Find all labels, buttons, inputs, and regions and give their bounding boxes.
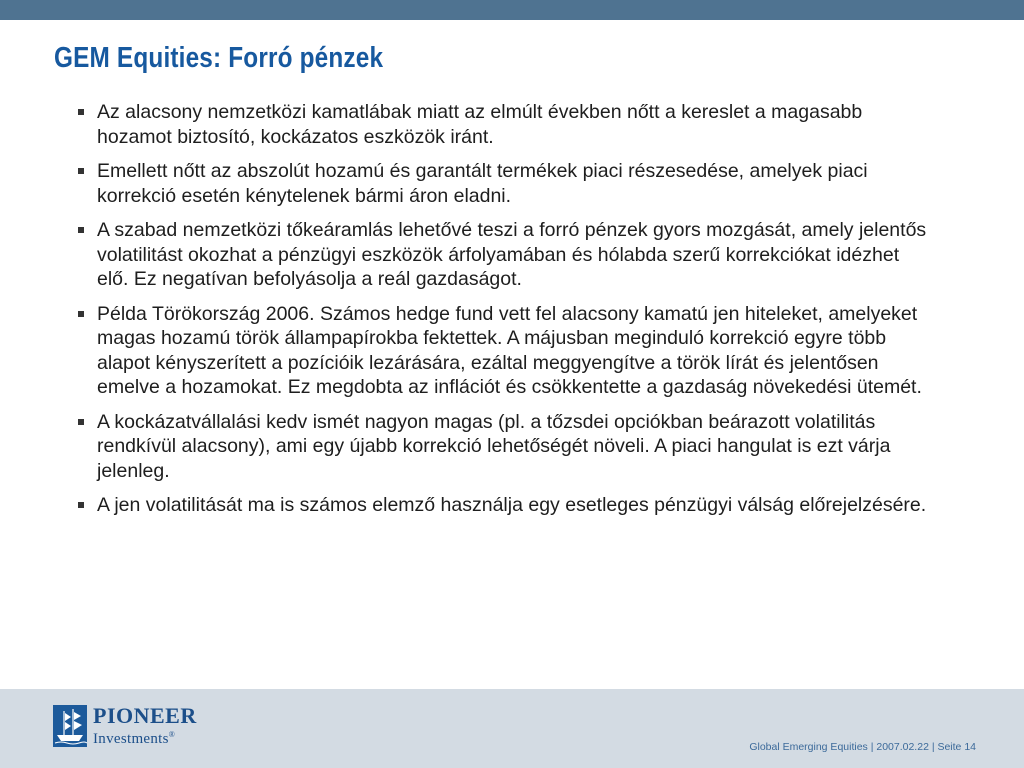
logo-wordmark — [93, 705, 197, 747]
bullet-item — [78, 302, 928, 400]
registered-mark: ® — [168, 730, 176, 739]
bullet-list — [78, 100, 928, 528]
ship-logo-icon — [53, 705, 87, 747]
bullet-text: A jen volatilitását ma is számos elemző használja egy esetleges pénzügyi válság előrejelzésére. — [97, 494, 927, 516]
bullet-text: Emellett nőtt az abszolút hozamú és garantált termékek piaci részesedése, amelyek piaci korrekció esetén kénytelenek bármi áron eladni. — [97, 160, 868, 207]
bullet-square-icon — [78, 227, 84, 233]
logo-name: PIONEER — [93, 703, 197, 728]
bullet-text: Példa Törökország 2006. Számos hedge fund vett fel alacsony kamatú jen hiteleket, amelyeket magas hozamú török állampapírokba fektettek. A májusban meginduló korrekció egyre több alapot kényszerített a pozícióik lezárására, ezáltal meggyengítve a török lírát és jelentősen emelve a hozamokat. Ez megdobta az inflációt és csökkentette a gazdaság növekedési ütemét. — [97, 302, 922, 398]
bullet-text: Az alacsony nemzetközi kamatlábak miatt az elmúlt években nőtt a kereslet a magasabb hozamot biztosító, kockázatos eszközök iránt. — [97, 101, 863, 148]
footer-text: Global Emerging Equities | 2007.02.22 | Seite 14 — [749, 741, 976, 753]
bullet-square-icon — [78, 109, 84, 115]
bullet-item — [78, 218, 928, 292]
bullet-square-icon — [78, 311, 84, 317]
bullet-item — [78, 159, 928, 208]
bullet-text: A szabad nemzetközi tőkeáramlás lehetővé teszi a forró pénzek gyors mozgását, amely jelentős volatilitást okozhat a pénzügyi eszközök árfolyamában és hólabda szerű korrekciókat idézhet elő. Ez negatívan befolyásolja a reál gazdaságot. — [97, 219, 927, 290]
logo-sub: Investments — [93, 731, 169, 747]
slide-title: GEM Equities: Forró pénzek — [54, 42, 384, 74]
bullet-square-icon — [78, 168, 84, 174]
bullet-item — [78, 100, 928, 149]
bullet-item — [78, 493, 928, 518]
bullet-square-icon — [78, 419, 84, 425]
bullet-item — [78, 410, 928, 484]
pioneer-logo — [53, 705, 197, 747]
bullet-square-icon — [78, 502, 84, 508]
top-bar — [0, 0, 1024, 20]
bullet-text: A kockázatvállalási kedv ismét nagyon magas (pl. a tőzsdei opciókban beárazott volatilitás rendkívül alacsony), ami egy újabb korrekció lehetőségét növeli. A piaci hangulat is ezt várja jelenleg. — [97, 410, 891, 482]
